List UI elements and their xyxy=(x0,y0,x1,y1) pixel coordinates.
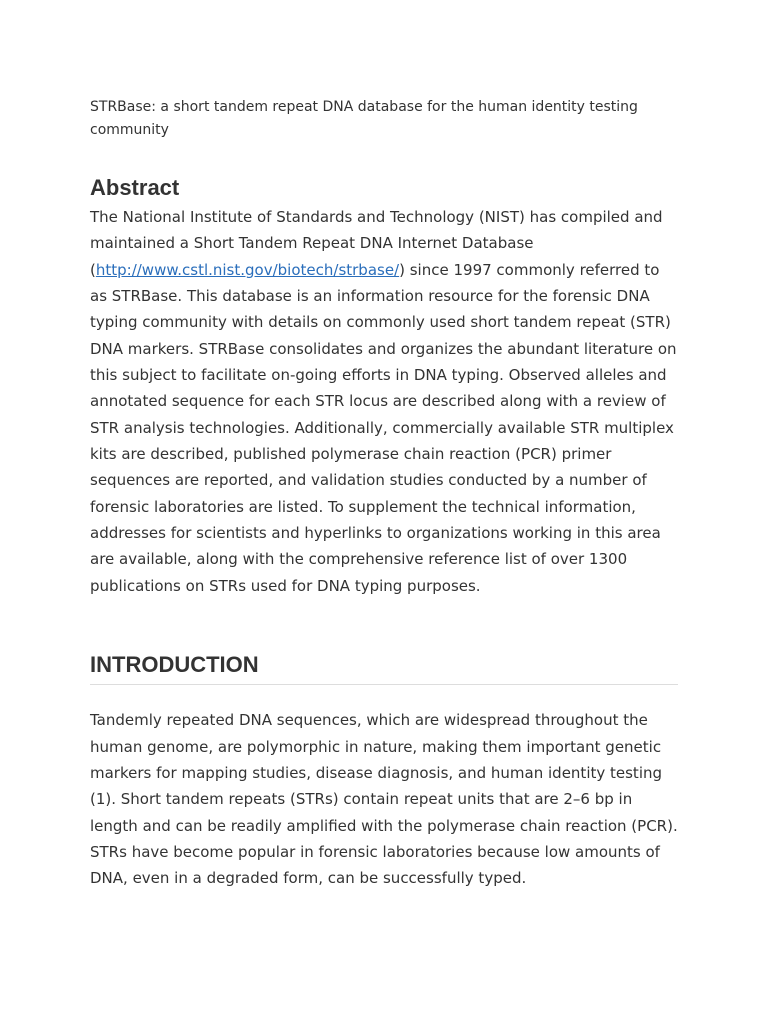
abstract-heading: Abstract xyxy=(90,175,180,200)
article-page xyxy=(90,96,678,892)
introduction-heading: INTRODUCTION xyxy=(90,651,678,685)
abstract-text-end: ) since 1997 commonly referred to as STRBase. This database is an information resource for the forensic DNA typing community with details on commonly used short tandem repeat (STR) DNA markers. STRBase consolidates and organizes the abundant literature on this subject to facilitate on-going efforts in DNA typing. Observed alleles and annotated sequence for each STR locus are described along with a review of STR analysis technologies. Additionally, commercially available STR multiplex kits are described, published polymerase chain reaction (PCR) primer sequences are reported, and validation studies conducted by a number of forensic laboratories are listed. To supplement the technical information, addresses for scientists and hyperlinks to organizations working in this area are available, along with the comprehensive reference list of over 1300 publications on STRs used for DNA typing purposes. xyxy=(90,260,677,595)
article-title: STRBase: a short tandem repeat DNA database for the human identity testing community xyxy=(90,99,638,138)
strbase-link[interactable]: http://www.cstl.nist.gov/biotech/strbase/ xyxy=(95,260,400,279)
abstract-paragraph xyxy=(90,204,678,599)
abstract-text-start: The National Institute of Standards and Technology (NIST) has compiled and maintained a Short Tandem Repeat DNA Internet Database ( xyxy=(90,208,663,279)
introduction-paragraph: Tandemly repeated DNA sequences, which are widespread throughout the human genome, are polymorphic in nature, making them important genetic markers for mapping studies, disease diagnosis, and human identity testing (1). Short tandem repeats (STRs) contain repeat units that are 2–6 bp in length and can be readily amplified with the polymerase chain reaction (PCR). STRs have become popular in forensic laboratories because low amounts of DNA, even in a degraded form, can be successfully typed. xyxy=(90,711,678,888)
